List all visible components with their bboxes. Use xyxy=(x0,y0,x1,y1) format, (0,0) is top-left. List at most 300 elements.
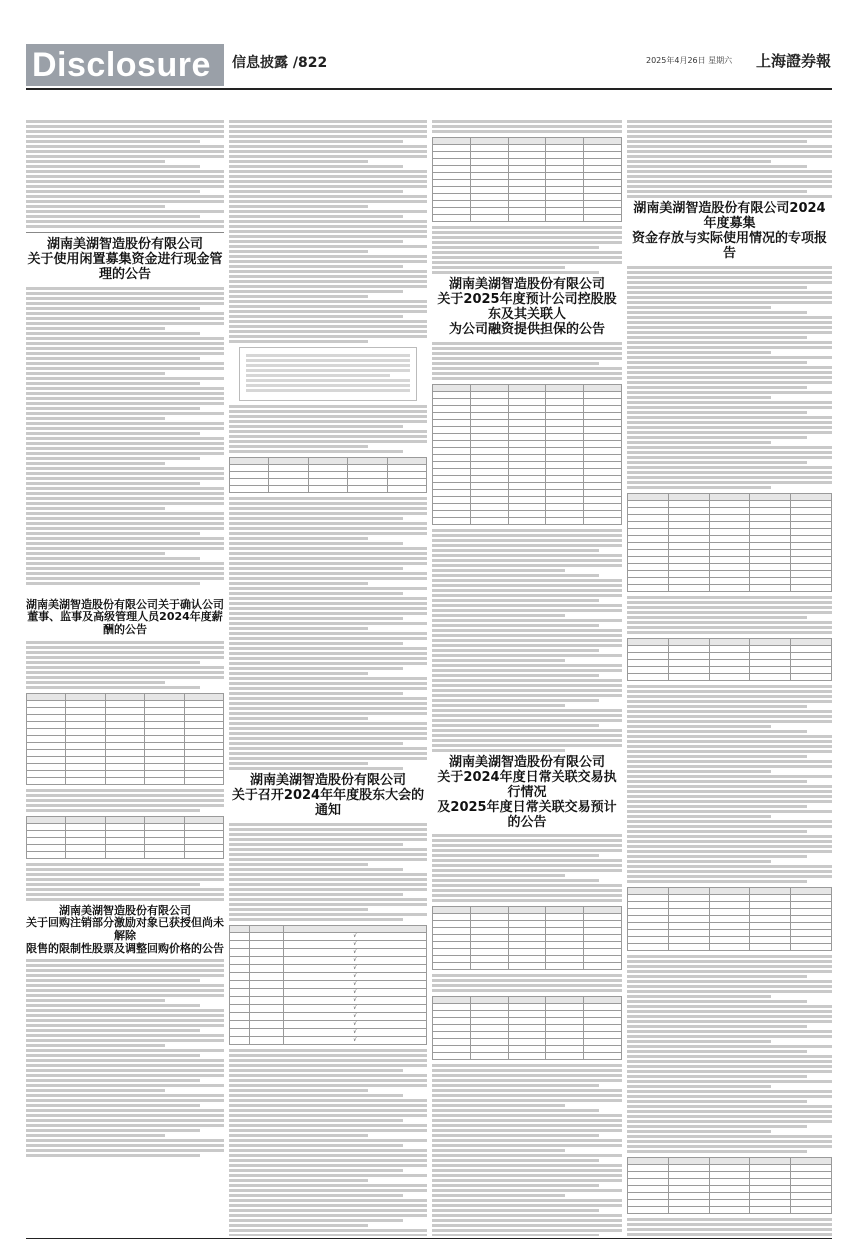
table-cell xyxy=(433,907,471,914)
text-line xyxy=(627,185,832,188)
text-line xyxy=(432,634,622,637)
text-line xyxy=(229,717,368,720)
table-row xyxy=(433,405,622,412)
table-cell xyxy=(668,584,709,591)
newspaper-name: 上海證券報 xyxy=(756,52,832,70)
table-cell xyxy=(750,556,791,563)
text-line xyxy=(26,1079,200,1082)
table-cell xyxy=(470,1039,508,1046)
text-block xyxy=(26,789,224,812)
text-line xyxy=(432,614,565,617)
table-cell xyxy=(27,742,66,749)
table-cell xyxy=(433,475,471,482)
table-cell xyxy=(145,763,184,770)
text-line xyxy=(26,120,224,123)
table-cell xyxy=(508,482,546,489)
text-line xyxy=(627,830,807,833)
table-cell xyxy=(470,496,508,503)
text-line xyxy=(432,251,622,254)
text-line xyxy=(432,1234,599,1236)
table-cell xyxy=(508,215,546,222)
text-line xyxy=(229,180,427,183)
text-line xyxy=(26,1129,200,1132)
table-cell xyxy=(791,659,832,666)
table-row xyxy=(433,1004,622,1011)
text-line xyxy=(26,382,200,385)
text-line xyxy=(26,1109,224,1112)
text-line xyxy=(627,606,832,609)
text-line xyxy=(627,125,832,128)
table-cell xyxy=(668,659,709,666)
text-line xyxy=(627,880,807,883)
text-line xyxy=(229,310,427,313)
table-cell xyxy=(628,887,669,894)
text-line xyxy=(26,542,224,545)
text-line xyxy=(432,574,599,577)
text-line xyxy=(26,964,224,967)
quoted-clause xyxy=(239,347,417,401)
issue-date: 2025年4月26日 星期六 xyxy=(646,56,733,65)
table-cell xyxy=(584,510,622,517)
table-cell xyxy=(709,521,750,528)
text-line xyxy=(432,599,599,602)
table-cell xyxy=(709,535,750,542)
table-cell xyxy=(750,659,791,666)
table-cell xyxy=(791,1171,832,1178)
table-cell xyxy=(791,638,832,645)
text-line xyxy=(432,844,622,847)
text-line xyxy=(26,492,224,495)
table-cell xyxy=(628,943,669,950)
text-line xyxy=(627,446,832,449)
table-cell xyxy=(105,707,144,714)
table-cell xyxy=(230,948,250,956)
table-cell xyxy=(750,936,791,943)
table-cell xyxy=(668,521,709,528)
table-cell xyxy=(27,763,66,770)
table-cell xyxy=(348,458,387,465)
table-cell xyxy=(628,1199,669,1206)
table-cell xyxy=(470,145,508,152)
table-row xyxy=(230,932,427,940)
text-line xyxy=(26,200,224,203)
text-line xyxy=(229,848,427,851)
table-cell xyxy=(750,673,791,680)
text-line xyxy=(26,1014,224,1017)
text-line xyxy=(26,666,224,669)
text-line xyxy=(229,1114,427,1117)
table-cell xyxy=(709,570,750,577)
table-cell xyxy=(584,194,622,201)
table-row xyxy=(433,447,622,454)
text-line xyxy=(229,572,427,575)
text-line xyxy=(229,1059,427,1062)
text-line xyxy=(26,195,224,198)
table-cell xyxy=(546,935,584,942)
table-cell xyxy=(470,215,508,222)
text-line xyxy=(432,874,565,877)
table-row xyxy=(433,1032,622,1039)
text-line xyxy=(627,1020,832,1023)
table-cell xyxy=(546,468,584,475)
table-cell xyxy=(470,173,508,180)
table-row xyxy=(433,956,622,963)
table-row xyxy=(433,166,622,173)
table-cell xyxy=(584,921,622,928)
text-line xyxy=(26,1154,200,1157)
text-line xyxy=(627,1115,832,1118)
text-line xyxy=(627,1110,832,1113)
table-row xyxy=(27,742,224,749)
table-cell xyxy=(750,645,791,652)
table-cell xyxy=(546,215,584,222)
table-cell xyxy=(230,1036,250,1044)
table-cell xyxy=(433,138,471,145)
table-cell xyxy=(709,936,750,943)
text-line xyxy=(627,321,832,324)
table-cell xyxy=(269,479,308,486)
table-cell xyxy=(470,426,508,433)
text-line xyxy=(26,507,165,510)
text-line xyxy=(229,823,427,826)
table-cell xyxy=(546,1039,584,1046)
text-line xyxy=(26,487,224,490)
table-row xyxy=(230,486,427,493)
text-line xyxy=(229,190,403,193)
table-cell xyxy=(145,735,184,742)
text-block xyxy=(229,405,427,453)
text-block xyxy=(627,120,832,198)
text-line xyxy=(432,1159,599,1162)
table-cell xyxy=(470,1032,508,1039)
table-cell xyxy=(508,433,546,440)
table-cell xyxy=(470,928,508,935)
table-cell xyxy=(27,707,66,714)
text-line xyxy=(627,1065,832,1068)
table-cell xyxy=(791,1164,832,1171)
table-cell xyxy=(508,159,546,166)
table-cell xyxy=(750,1157,791,1164)
text-line xyxy=(229,838,427,841)
table-cell xyxy=(791,1178,832,1185)
text-line xyxy=(229,868,403,871)
text-line xyxy=(627,780,807,783)
text-line xyxy=(627,1030,832,1033)
table-cell xyxy=(105,851,144,858)
text-line xyxy=(432,654,622,657)
text-line xyxy=(229,1084,427,1087)
text-line xyxy=(432,256,622,259)
table-cell xyxy=(308,458,347,465)
table-cell xyxy=(470,419,508,426)
text-line xyxy=(432,1069,622,1072)
text-line xyxy=(229,1104,427,1107)
table-cell xyxy=(184,816,223,823)
table-cell xyxy=(433,398,471,405)
text-line xyxy=(26,661,200,664)
table-cell xyxy=(668,535,709,542)
text-line xyxy=(627,391,832,394)
text-line xyxy=(26,170,224,173)
text-line xyxy=(229,420,427,423)
table-cell xyxy=(750,563,791,570)
table-cell xyxy=(628,500,669,507)
table-cell xyxy=(628,673,669,680)
table-cell xyxy=(184,714,223,721)
text-line xyxy=(229,250,368,253)
table-cell xyxy=(184,749,223,756)
text-line xyxy=(229,732,427,735)
table-cell xyxy=(470,208,508,215)
table-cell: √ xyxy=(283,996,426,1004)
table-cell xyxy=(66,844,105,851)
text-line xyxy=(627,596,832,599)
text-line xyxy=(229,527,427,530)
table-cell xyxy=(508,454,546,461)
table-cell xyxy=(791,1206,832,1213)
table-cell xyxy=(508,152,546,159)
table-cell xyxy=(709,1157,750,1164)
table-cell xyxy=(105,830,144,837)
table-cell xyxy=(27,844,66,851)
table-cell xyxy=(470,482,508,489)
text-line xyxy=(26,789,224,792)
table-row xyxy=(433,510,622,517)
text-line xyxy=(229,707,427,710)
notice-title-guarantee: 湖南美湖智造股份有限公司 关于2025年度预计公司控股股东及其关联人 为公司融资提供担保的公告 xyxy=(437,277,617,337)
text-line xyxy=(229,225,427,228)
table-row xyxy=(230,996,427,1004)
text-line xyxy=(627,715,832,718)
text-line xyxy=(229,170,427,173)
table-cell xyxy=(433,921,471,928)
table-cell xyxy=(508,935,546,942)
text-line xyxy=(627,486,771,489)
table-cell xyxy=(750,577,791,584)
table-cell xyxy=(546,194,584,201)
text-line xyxy=(627,351,771,354)
text-block xyxy=(627,596,832,634)
text-block xyxy=(26,863,224,901)
text-line xyxy=(26,517,224,520)
table-row xyxy=(27,714,224,721)
table-cell xyxy=(628,1185,669,1192)
table-cell xyxy=(470,166,508,173)
table-cell xyxy=(709,514,750,521)
table-cell xyxy=(230,1020,250,1028)
text-line xyxy=(627,790,832,793)
table-cell xyxy=(249,948,283,956)
table-cell xyxy=(433,180,471,187)
table-cell xyxy=(584,949,622,956)
table-row xyxy=(433,384,622,391)
text-line xyxy=(627,481,832,484)
table-cell xyxy=(750,908,791,915)
table-cell xyxy=(546,187,584,194)
table-cell xyxy=(709,563,750,570)
table-cell xyxy=(791,549,832,556)
table-cell xyxy=(66,823,105,830)
text-line xyxy=(432,1079,622,1082)
table-cell xyxy=(546,433,584,440)
column-4 xyxy=(627,118,832,1236)
table-cell xyxy=(628,570,669,577)
text-line xyxy=(26,1034,224,1037)
table-cell xyxy=(66,700,105,707)
text-line xyxy=(432,266,565,269)
table-cell xyxy=(750,549,791,556)
table-row xyxy=(433,433,622,440)
text-block xyxy=(627,685,832,883)
table-cell xyxy=(750,666,791,673)
text-line xyxy=(26,135,224,138)
text-line xyxy=(26,547,224,550)
table-cell xyxy=(433,215,471,222)
text-line xyxy=(432,859,622,862)
table-cell xyxy=(508,187,546,194)
table-cell xyxy=(584,942,622,949)
table-cell xyxy=(584,419,622,426)
table-cell xyxy=(508,201,546,208)
text-line xyxy=(627,426,832,429)
table-cell xyxy=(27,816,66,823)
table-cell xyxy=(470,180,508,187)
table-cell xyxy=(433,173,471,180)
table-cell xyxy=(791,577,832,584)
text-block xyxy=(432,342,622,380)
text-line xyxy=(627,1140,832,1143)
text-line xyxy=(26,512,224,515)
table-cell xyxy=(791,500,832,507)
text-line xyxy=(229,833,427,836)
text-line xyxy=(432,544,622,547)
table-cell xyxy=(584,935,622,942)
text-line xyxy=(627,346,832,349)
table-cell xyxy=(508,419,546,426)
table-cell xyxy=(584,384,622,391)
text-line xyxy=(26,1084,224,1087)
table-cell xyxy=(546,180,584,187)
table-cell xyxy=(750,1164,791,1171)
table-cell xyxy=(508,914,546,921)
text-line xyxy=(26,160,165,163)
text-line xyxy=(229,742,403,745)
table-cell xyxy=(508,496,546,503)
text-line xyxy=(432,974,622,977)
text-line xyxy=(26,1054,200,1057)
text-line xyxy=(26,327,165,330)
text-line xyxy=(432,342,622,345)
text-line xyxy=(229,265,403,268)
table-cell xyxy=(508,510,546,517)
table-cell xyxy=(433,391,471,398)
table-cell xyxy=(508,489,546,496)
text-line xyxy=(627,296,832,299)
table-cell xyxy=(66,777,105,784)
related-party-table-2 xyxy=(432,996,622,1060)
text-line xyxy=(627,150,832,153)
text-line xyxy=(229,843,403,846)
table-row xyxy=(628,1164,832,1171)
text-line xyxy=(627,376,832,379)
table-cell xyxy=(433,489,471,496)
text-line xyxy=(229,888,427,891)
table-cell xyxy=(709,638,750,645)
table-cell xyxy=(546,503,584,510)
text-line xyxy=(432,1119,622,1122)
text-line xyxy=(432,1209,599,1212)
table-cell xyxy=(230,940,250,948)
text-line xyxy=(26,656,224,659)
table-row xyxy=(433,440,622,447)
table-cell xyxy=(709,577,750,584)
text-line xyxy=(229,1149,427,1152)
table-cell xyxy=(584,398,622,405)
text-line xyxy=(627,835,832,838)
text-block xyxy=(432,226,622,274)
table-row xyxy=(628,521,832,528)
text-line xyxy=(432,347,622,350)
table-cell xyxy=(470,949,508,956)
notice-title-agm: 湖南美湖智造股份有限公司 关于召开2024年年度股东大会的通知 xyxy=(231,773,425,818)
table-cell xyxy=(668,507,709,514)
table-cell xyxy=(584,1025,622,1032)
table-cell xyxy=(750,638,791,645)
text-line xyxy=(432,674,599,677)
text-line xyxy=(627,995,771,998)
text-line xyxy=(229,155,427,158)
table-row xyxy=(27,823,224,830)
text-line xyxy=(229,567,403,570)
text-line xyxy=(26,984,224,987)
text-line xyxy=(246,379,410,382)
table-cell xyxy=(470,384,508,391)
text-line xyxy=(432,899,622,902)
table-cell xyxy=(508,166,546,173)
table-cell xyxy=(66,735,105,742)
text-line xyxy=(627,1090,832,1093)
text-line xyxy=(432,1169,622,1172)
table-cell xyxy=(750,1192,791,1199)
text-line xyxy=(26,1074,224,1077)
table-cell xyxy=(508,426,546,433)
text-line xyxy=(229,205,368,208)
text-line xyxy=(26,337,224,340)
text-line xyxy=(26,302,224,305)
table-cell xyxy=(249,996,283,1004)
text-line xyxy=(432,539,622,542)
table-row xyxy=(628,542,832,549)
text-line xyxy=(432,854,599,857)
table-cell xyxy=(546,454,584,461)
text-line xyxy=(26,477,224,480)
text-line xyxy=(432,749,565,752)
text-line xyxy=(627,990,832,993)
table-row xyxy=(433,208,622,215)
table-row xyxy=(433,412,622,419)
table-row xyxy=(433,159,622,166)
text-line xyxy=(26,180,224,183)
text-line xyxy=(627,1218,832,1221)
table-cell xyxy=(433,440,471,447)
table-row xyxy=(433,914,622,921)
text-line xyxy=(627,700,832,703)
table-cell xyxy=(283,925,426,932)
text-line xyxy=(229,577,427,580)
table-cell xyxy=(546,475,584,482)
text-line xyxy=(432,1064,622,1067)
text-line xyxy=(627,306,771,309)
